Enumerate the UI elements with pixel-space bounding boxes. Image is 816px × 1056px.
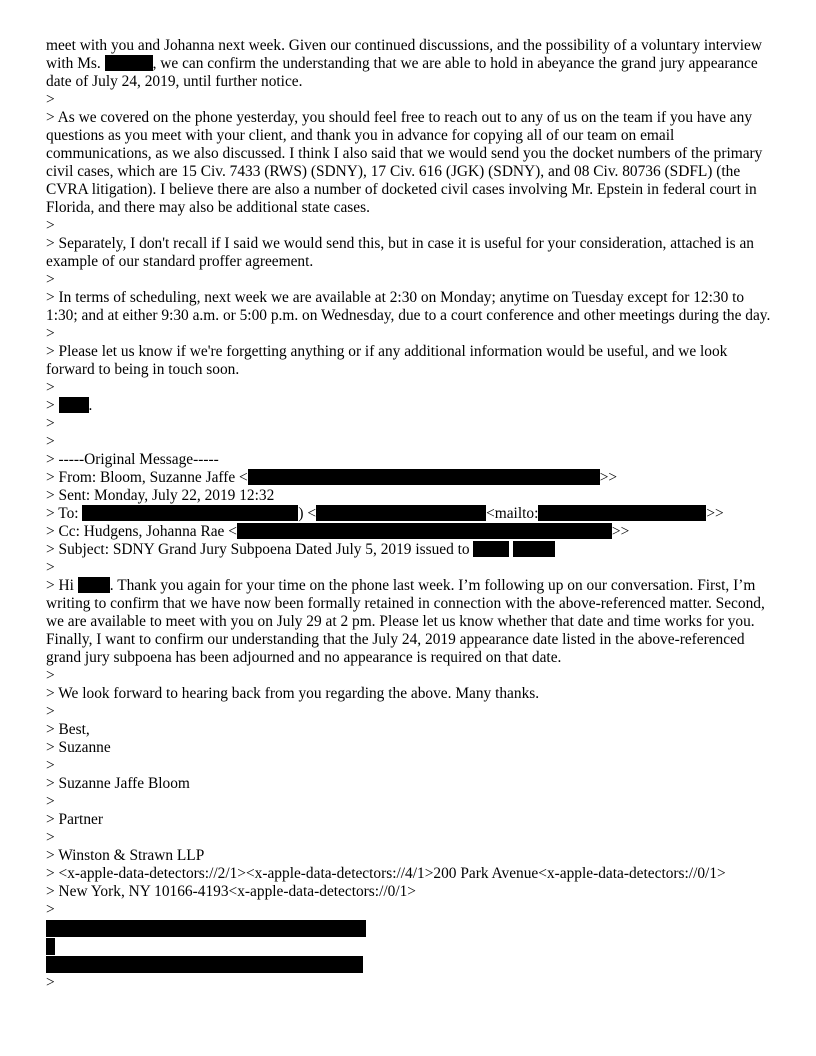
title-line: > Partner	[46, 811, 103, 828]
redaction-bar	[237, 523, 612, 539]
greeting-paragraph: > Hi . Thank you again for your time on the phone last week. I’m following up on our conversation. First, I’m writing to confirm that we have now been formally retained in connection with the above-referenced matter. Second, we are available to meet with you on July 29 at 2 pm. Please let us know whether that date and time works for you. Finally, I want to confirm our understanding that the July 24, 2019 appearance date listed in the above-referenced grand jury subpoena has been adjourned and no appearance is required on that date.	[46, 577, 765, 666]
to-line: > To: ) < <mailto: >>	[46, 505, 724, 522]
redaction-bar	[248, 469, 600, 485]
redaction-block	[46, 920, 366, 937]
original-message-separator: > -----Original Message-----	[46, 451, 219, 468]
redaction-bar	[105, 55, 153, 71]
quote-marker: >	[46, 433, 55, 450]
redaction-bar	[316, 505, 486, 521]
name-line: > Suzanne	[46, 739, 111, 756]
firm-line: > Winston & Strawn LLP	[46, 847, 205, 864]
redaction-bar	[59, 397, 89, 413]
redaction-bar	[82, 505, 298, 521]
closing-paragraph: > Please let us know if we're forgetting anything or if any additional information would be useful, and we look forward to being in touch soon.	[46, 343, 728, 378]
cc-line: > Cc: Hudgens, Johanna Rae < >>	[46, 523, 630, 540]
redaction-bar	[513, 541, 555, 557]
phone-paragraph: > As we covered on the phone yesterday, you should feel free to reach out to any of us on the team if you have any questions as you meet with your client, and thank you in advance for copying all of our team on email communications, as we also discussed. I think I also said that we would send you the docket numbers of the primary civil cases, which are 15 Civ. 7433 (RWS) (SDNY), 17 Civ. 616 (JGK) (SDNY), and 08 Civ. 80736 (SDFL) (the CVRA litigation). I believe there are also a number of docketed civil cases involving Mr. Epstein in federal court in Florida, and there may also be additional state cases.	[46, 109, 763, 216]
quote-marker: >	[46, 703, 55, 720]
quote-marker: >	[46, 379, 55, 396]
redaction-bar	[473, 541, 509, 557]
quote-marker: >	[46, 974, 55, 991]
redaction-block	[46, 956, 363, 973]
quote-marker: >	[46, 415, 55, 432]
address-line-2: > New York, NY 10166-4193<x-apple-data-detectors://0/1>	[46, 883, 416, 900]
address-line-1: > <x-apple-data-detectors://2/1><x-apple-data-detectors://4/1>200 Park Avenue<x-apple-data-detectors://0/1>	[46, 865, 726, 882]
quote-marker: >	[46, 271, 55, 288]
best-line: > Best,	[46, 721, 90, 738]
quote-marker: >	[46, 667, 55, 684]
thanks-line: > We look forward to hearing back from you regarding the above. Many thanks.	[46, 685, 540, 702]
quote-marker: >	[46, 793, 55, 810]
subject-line: > Subject: SDNY Grand Jury Subpoena Dated July 5, 2019 issued to	[46, 541, 776, 559]
quote-marker: >	[46, 901, 55, 918]
full-name-line: > Suzanne Jaffe Bloom	[46, 775, 190, 792]
scheduling-paragraph: > In terms of scheduling, next week we are available at 2:30 on Monday; anytime on Tuesday except for 12:30 to 1:30; and at either 9:30 a.m. or 5:00 p.m. on Wednesday, due to a court conference and other meetings during the day.	[46, 289, 771, 324]
proffer-paragraph: > Separately, I don't recall if I said we would send this, but in case it is useful for your consideration, attached is an example of our standard proffer agreement.	[46, 235, 754, 270]
redaction-block	[46, 938, 55, 955]
quote-marker: >	[46, 559, 55, 576]
quote-marker: >	[46, 325, 55, 342]
redaction-bar	[78, 577, 110, 593]
intro-paragraph: meet with you and Johanna next week. Given our continued discussions, and the possibility of a voluntary interview with Ms. , we can confirm the understanding that we are able to hold in abeyance the grand jury appearance date of July 24, 2019, until further notice.	[46, 37, 762, 90]
quote-marker: >	[46, 91, 55, 108]
quote-marker: >	[46, 757, 55, 774]
quote-marker: >	[46, 217, 55, 234]
signature-line: > .	[46, 397, 93, 414]
redaction-bar	[538, 505, 706, 521]
quote-marker: >	[46, 829, 55, 846]
from-line: > From: Bloom, Suzanne Jaffe < >>	[46, 469, 618, 486]
sent-line: > Sent: Monday, July 22, 2019 12:32	[46, 487, 275, 504]
